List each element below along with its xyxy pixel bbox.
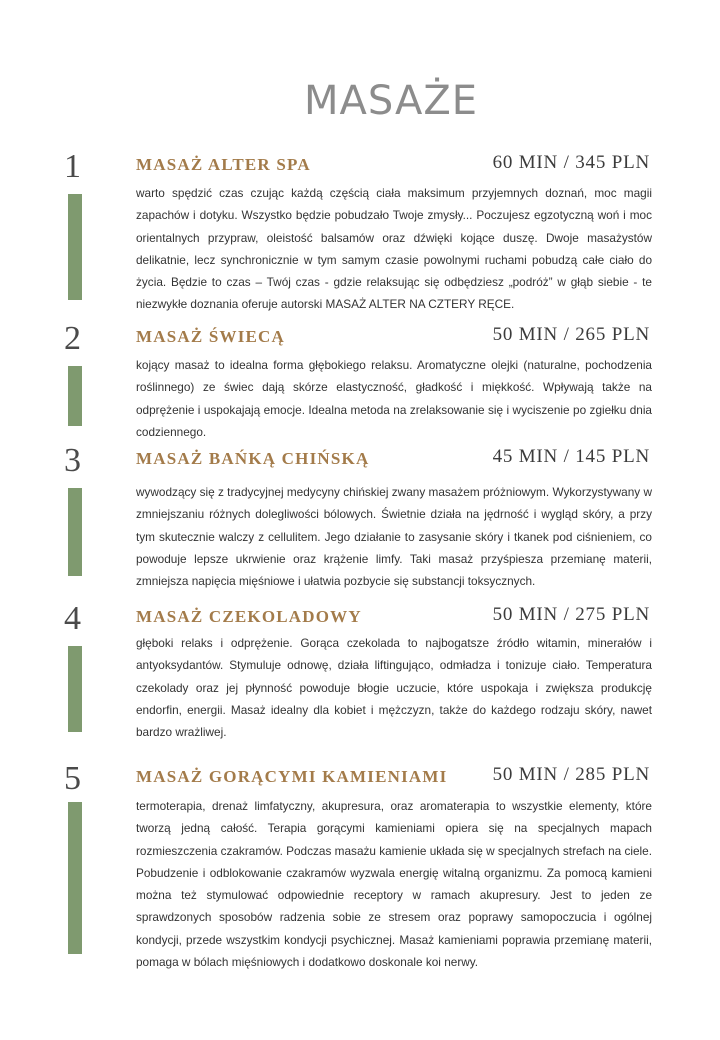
section-description: kojący masaż to idealna forma głębokiego relaksu. Aromatyczne olejki (naturalne, pochodzenia roślinnego) ze świec dają skórze elastyczność, gładkość i miękkość. Wpływają także na odprężenie i uspokajają emocje. Idealna metoda na zrelaksowanie się i wyciszenie po zgiełku dnia codziennego. [136, 358, 652, 439]
section-price: 50 MIN / 285 PLN [492, 764, 650, 785]
section-description: termoterapia, drenaż limfatyczny, akupresura, oraz aromaterapia to wszystkie elementy, które tworzą jedną całość. Terapia gorącymi kamieniami opiera się na specjalnych mapach rozmieszczenia czakramów. Podczas masażu kamienie układa się w specjalnych strefach na ciele. Pobudzenie i odblokowanie czakramów wyzwala energię witalną organizmu. Za pomocą kamieni można też stymulować odpowiednie receptory w ramach akupresury. Jest to jeden ze sprawdzonych sposobów radzenia sobie ze stresem oraz poprawy samopoczucia i ogólnej kondycji, przede wszystkim kondycji psychicznej. Masaż kamieniami poprawia przemianę materii, pomaga w bólach mięśniowych i dodatkowo doskonale koi nerwy. [136, 799, 653, 970]
section-title: MASAŻ GORĄCYMI KAMIENIAMI [136, 767, 448, 786]
section-accent-bar [68, 646, 82, 732]
page-title: MASAŻE [303, 78, 479, 124]
section-price: 60 MIN / 345 PLN [492, 152, 650, 173]
section-title: MASAŻ BAŃKĄ CHIŃSKĄ [136, 449, 370, 468]
section-price: 50 MIN / 275 PLN [492, 604, 650, 625]
section-accent-bar [68, 194, 82, 300]
section-accent-bar [68, 366, 82, 426]
section-number: 2 [64, 320, 81, 357]
section-number: 4 [64, 600, 81, 637]
section-number: 5 [64, 760, 81, 797]
section-number: 3 [64, 442, 81, 479]
section-accent-bar [68, 802, 82, 954]
section-price: 50 MIN / 265 PLN [492, 324, 650, 345]
section-title: MASAŻ CZEKOLADOWY [136, 607, 362, 626]
section-description: wywodzący się z tradycyjnej medycyny chińskiej zwany masażem próżniowym. Wykorzystywany w zmniejszaniu różnych dolegliwości bólowych. Świetnie działa na jędrność i wygląd skóry, a przy tym skutecznie walczy z cellulitem. Jego działanie to zasysanie skóry i tkanek pod ciśnieniem, co powoduje lepsze ukrwienie oraz krążenie limfy. Taki masaż przyśpiesza przemianę materii, zmniejsza napięcia mięśniowe i ułatwia pozbycie się substancji toksycznych. [136, 485, 652, 589]
section-description: warto spędzić czas czując każdą częścią ciała maksimum przyjemnych doznań, moc magii zapachów i dotyku. Wszystko będzie pobudzało Twoje zmysły... Poczujesz egzotyczną woń i moc orientalnych przypraw, oleistość balsamów oraz dźwięki kojące duszę. Dwoje masażystów delikatnie, lecz synchronicznie w tym samym czasie powolnymi ruchami pobudzą całe ciało do życia. Będzie to czas – Twój czas - gdzie relaksując się odbędziesz „podróż” w głąb siebie - te niezwykłe doznania oferuje autorski MASAŻ ALTER NA CZTERY RĘCE. [136, 186, 652, 312]
section-accent-bar [68, 488, 82, 576]
section-title: MASAŻ ALTER SPA [136, 155, 311, 174]
section-title: MASAŻ ŚWIECĄ [136, 327, 286, 346]
section-description: głęboki relaks i odprężenie. Gorąca czekolada to najbogatsze źródło witamin, minerałów i antyoksydantów. Stymuluje odnowę, działa liftingująco, odmładza i tonizuje ciało. Temperatura czekolady oraz jej płynność powoduje błogie uczucie, które uspokaja i zwiększa produkcję endorfin, energii. Masaż idealny dla kobiet i mężczyzn, także do każdego rodzaju skóry, nawet bardzo wrażliwej. [136, 636, 652, 740]
section-price: 45 MIN / 145 PLN [492, 446, 650, 467]
section-number: 1 [64, 148, 81, 185]
